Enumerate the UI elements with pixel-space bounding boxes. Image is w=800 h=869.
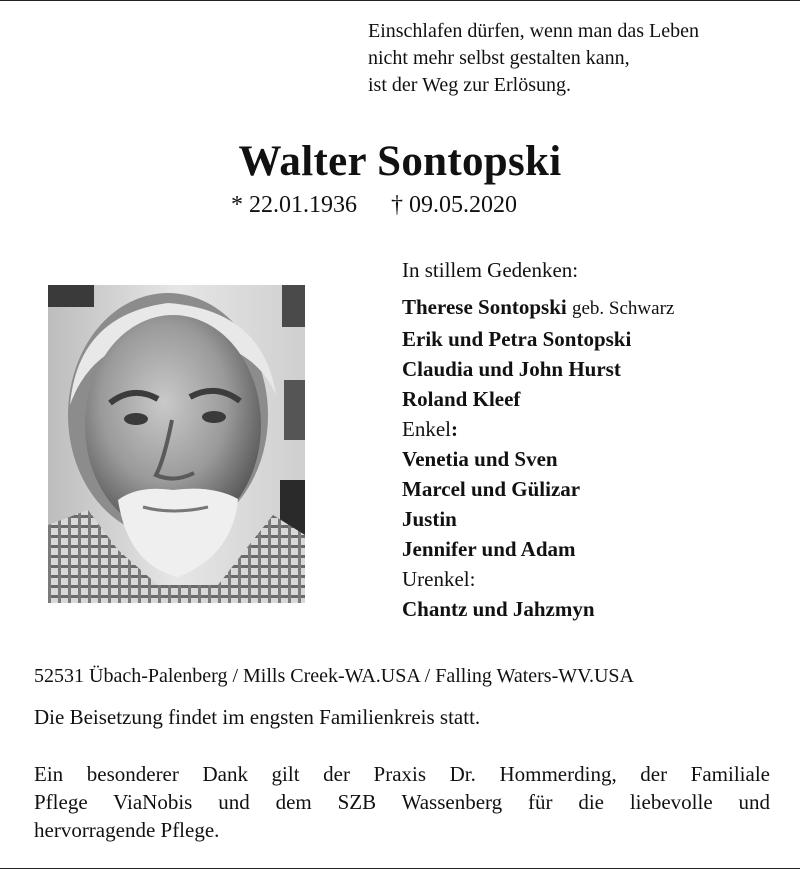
motto-line-3: ist der Weg zur Erlösung. — [368, 74, 571, 96]
thanks-paragraph — [34, 760, 770, 844]
mourner-line: Marcel und Gülizar — [402, 477, 581, 501]
mourners-list — [402, 255, 782, 624]
thanks-line-3: hervorragende Pflege. — [34, 818, 220, 842]
mourner-line: Justin — [402, 507, 457, 531]
top-border — [0, 0, 800, 1]
deceased-name: Walter Sontopski — [238, 138, 562, 185]
motto-line-1: Einschlafen dürfen, wenn man das Leben — [368, 20, 699, 42]
grandchildren-label: Enkel — [402, 417, 451, 441]
mourner-line: Roland Kleef — [402, 387, 521, 411]
portrait-photo — [48, 285, 305, 603]
burial-notice: Die Beisetzung findet im engsten Familienkreis statt. — [34, 705, 481, 729]
mourner-line: Claudia und John Hurst — [402, 357, 621, 381]
mourner-name: Therese Sontopski — [402, 295, 567, 319]
mourner-maiden-name: geb. Schwarz — [571, 298, 675, 319]
grandchildren-colon: : — [450, 417, 458, 441]
grandchildren-heading — [402, 414, 782, 444]
mourner-line: Jennifer und Adam — [402, 537, 576, 561]
motto-line-2: nicht mehr selbst gestalten kann, — [368, 47, 630, 69]
family-locations: 52531 Übach-Palenberg / Mills Creek-WA.USA / Falling Waters-WV.USA — [34, 665, 634, 687]
great-grandchildren-heading: Urenkel: — [402, 567, 476, 591]
thanks-line-1: Ein besonderer Dank gilt der Praxis Dr. Hommerding, der Familiale — [34, 762, 770, 786]
life-dates — [231, 190, 517, 220]
thanks-line-2: Pflege ViaNobis und dem SZB Wassenberg für die liebevolle und — [34, 790, 770, 814]
portrait-photo-icon — [48, 285, 305, 603]
mourner-line: Chantz und Jahzmyn — [402, 597, 595, 621]
death-date: † 09.05.2020 — [391, 192, 517, 218]
birth-date: * 22.01.1936 — [231, 192, 357, 218]
mourner-line: Venetia und Sven — [402, 447, 558, 471]
mourner-line — [402, 292, 782, 324]
mourner-line: Erik und Petra Sontopski — [402, 327, 632, 351]
motto-verse — [368, 18, 778, 99]
mourners-intro: In stillem Gedenken: — [402, 258, 579, 282]
